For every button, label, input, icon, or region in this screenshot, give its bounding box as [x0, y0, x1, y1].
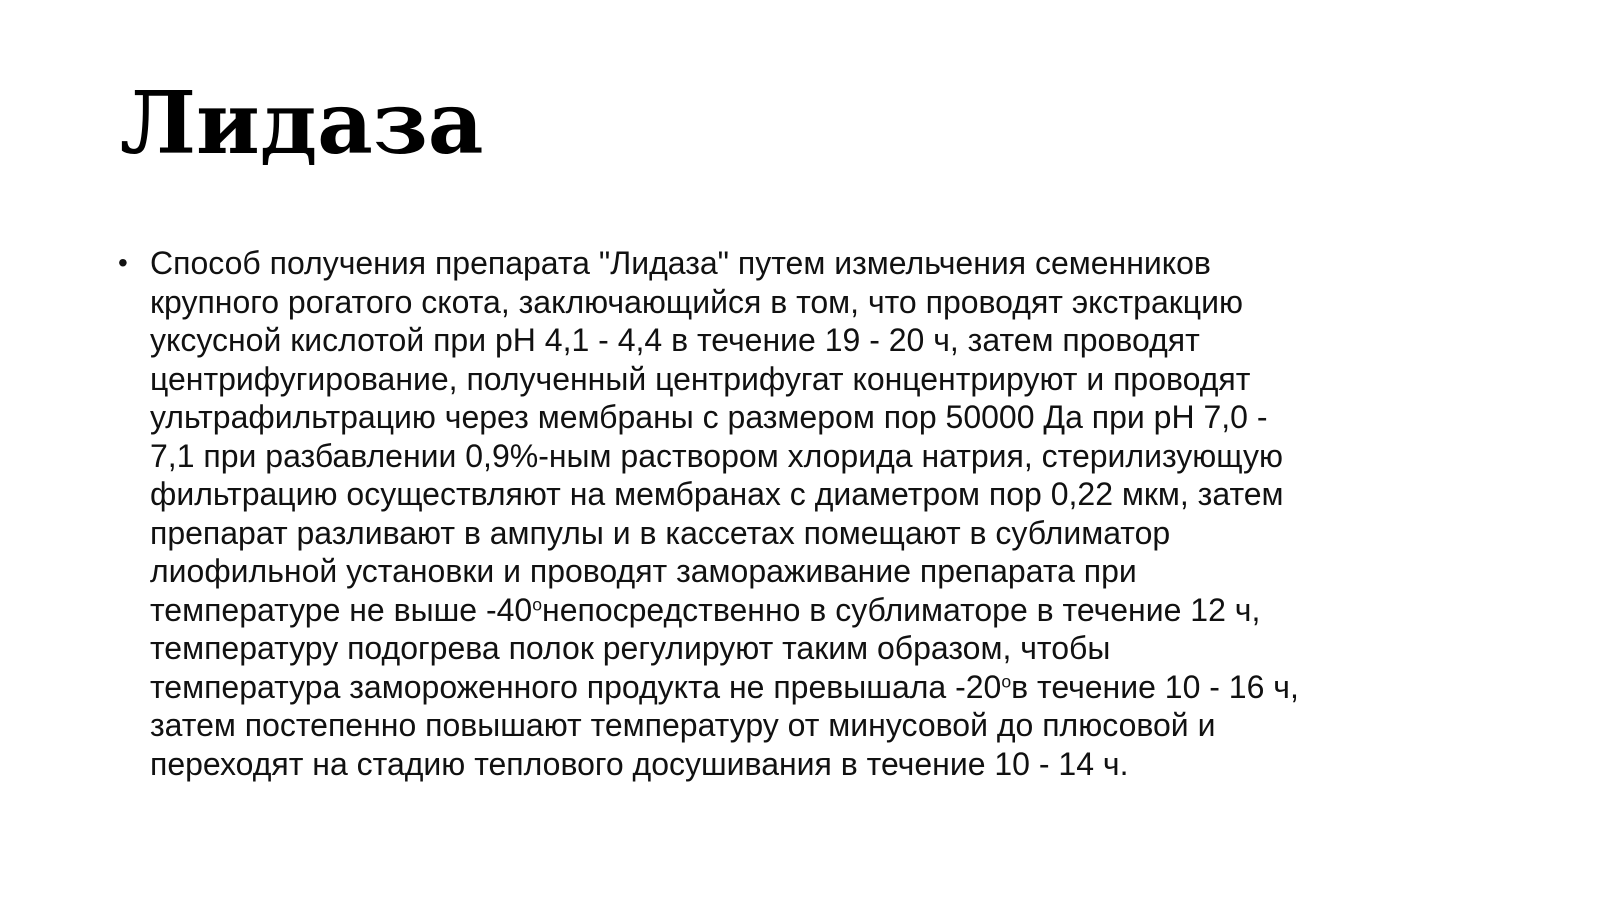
bullet-line-8: препарат разливают в ампулы и в кассетах помещают в сублиматор — [150, 514, 1171, 551]
bullet-line-14: переходят на стадию теплового досушивания в течение 10 - 14 ч. — [150, 745, 1129, 782]
line-10-text-start: температуре не выше -40 — [150, 591, 533, 628]
bullet-line-4: центрифугирование, полученный центрифугат концентрируют и проводят — [150, 360, 1251, 397]
bullet-line-11: температуру подогрева полок регулируют таким образом, чтобы — [150, 630, 1111, 666]
bullet-text — [150, 244, 1558, 783]
degree-sign: o — [532, 593, 543, 614]
bullet-line-6: 7,1 при разбавлении 0,9%-ным раствором хлорида натрия, стерилизующую — [150, 437, 1283, 474]
bullet-line-1: Способ получения препарата "Лидаза" путем измельчения семенников — [150, 245, 1211, 281]
bullet-line-10 — [150, 591, 1558, 630]
bullet-line-9: лиофильной установки и проводят замораживание препарата при — [150, 553, 1137, 589]
bullet-line-12 — [150, 668, 1558, 707]
line-10-text-end: непосредственно в сублиматоре в течение 12 ч, — [542, 591, 1261, 628]
degree-sign: o — [1001, 670, 1012, 691]
bullet-line-13: затем постепенно повышают температуру от минусовой до плюсовой и — [150, 707, 1216, 743]
bullet-line-2: крупного рогатого скота, заключающийся в том, что проводят экстракцию — [150, 283, 1243, 320]
bullet-line-7: фильтрацию осуществляют на мембранах с диаметром пор 0,22 мкм, затем — [150, 476, 1284, 512]
line-12-text-start: температура замороженного продукта не превышала -20 — [150, 668, 1002, 705]
line-12-text-end: в течение 10 - 16 ч, — [1011, 668, 1299, 705]
bullet-dot-icon: • — [118, 247, 128, 278]
bullet-item — [118, 244, 1558, 783]
slide-title: Лидаза — [120, 73, 484, 174]
bullet-line-5: ультрафильтрацию через мембраны с размером пор 50000 Да при pH 7,0 - — [150, 399, 1268, 435]
bullet-line-3: уксусной кислотой при pH 4,1 - 4,4 в течение 19 - 20 ч, затем проводят — [150, 322, 1200, 358]
slide-body — [118, 244, 1558, 783]
